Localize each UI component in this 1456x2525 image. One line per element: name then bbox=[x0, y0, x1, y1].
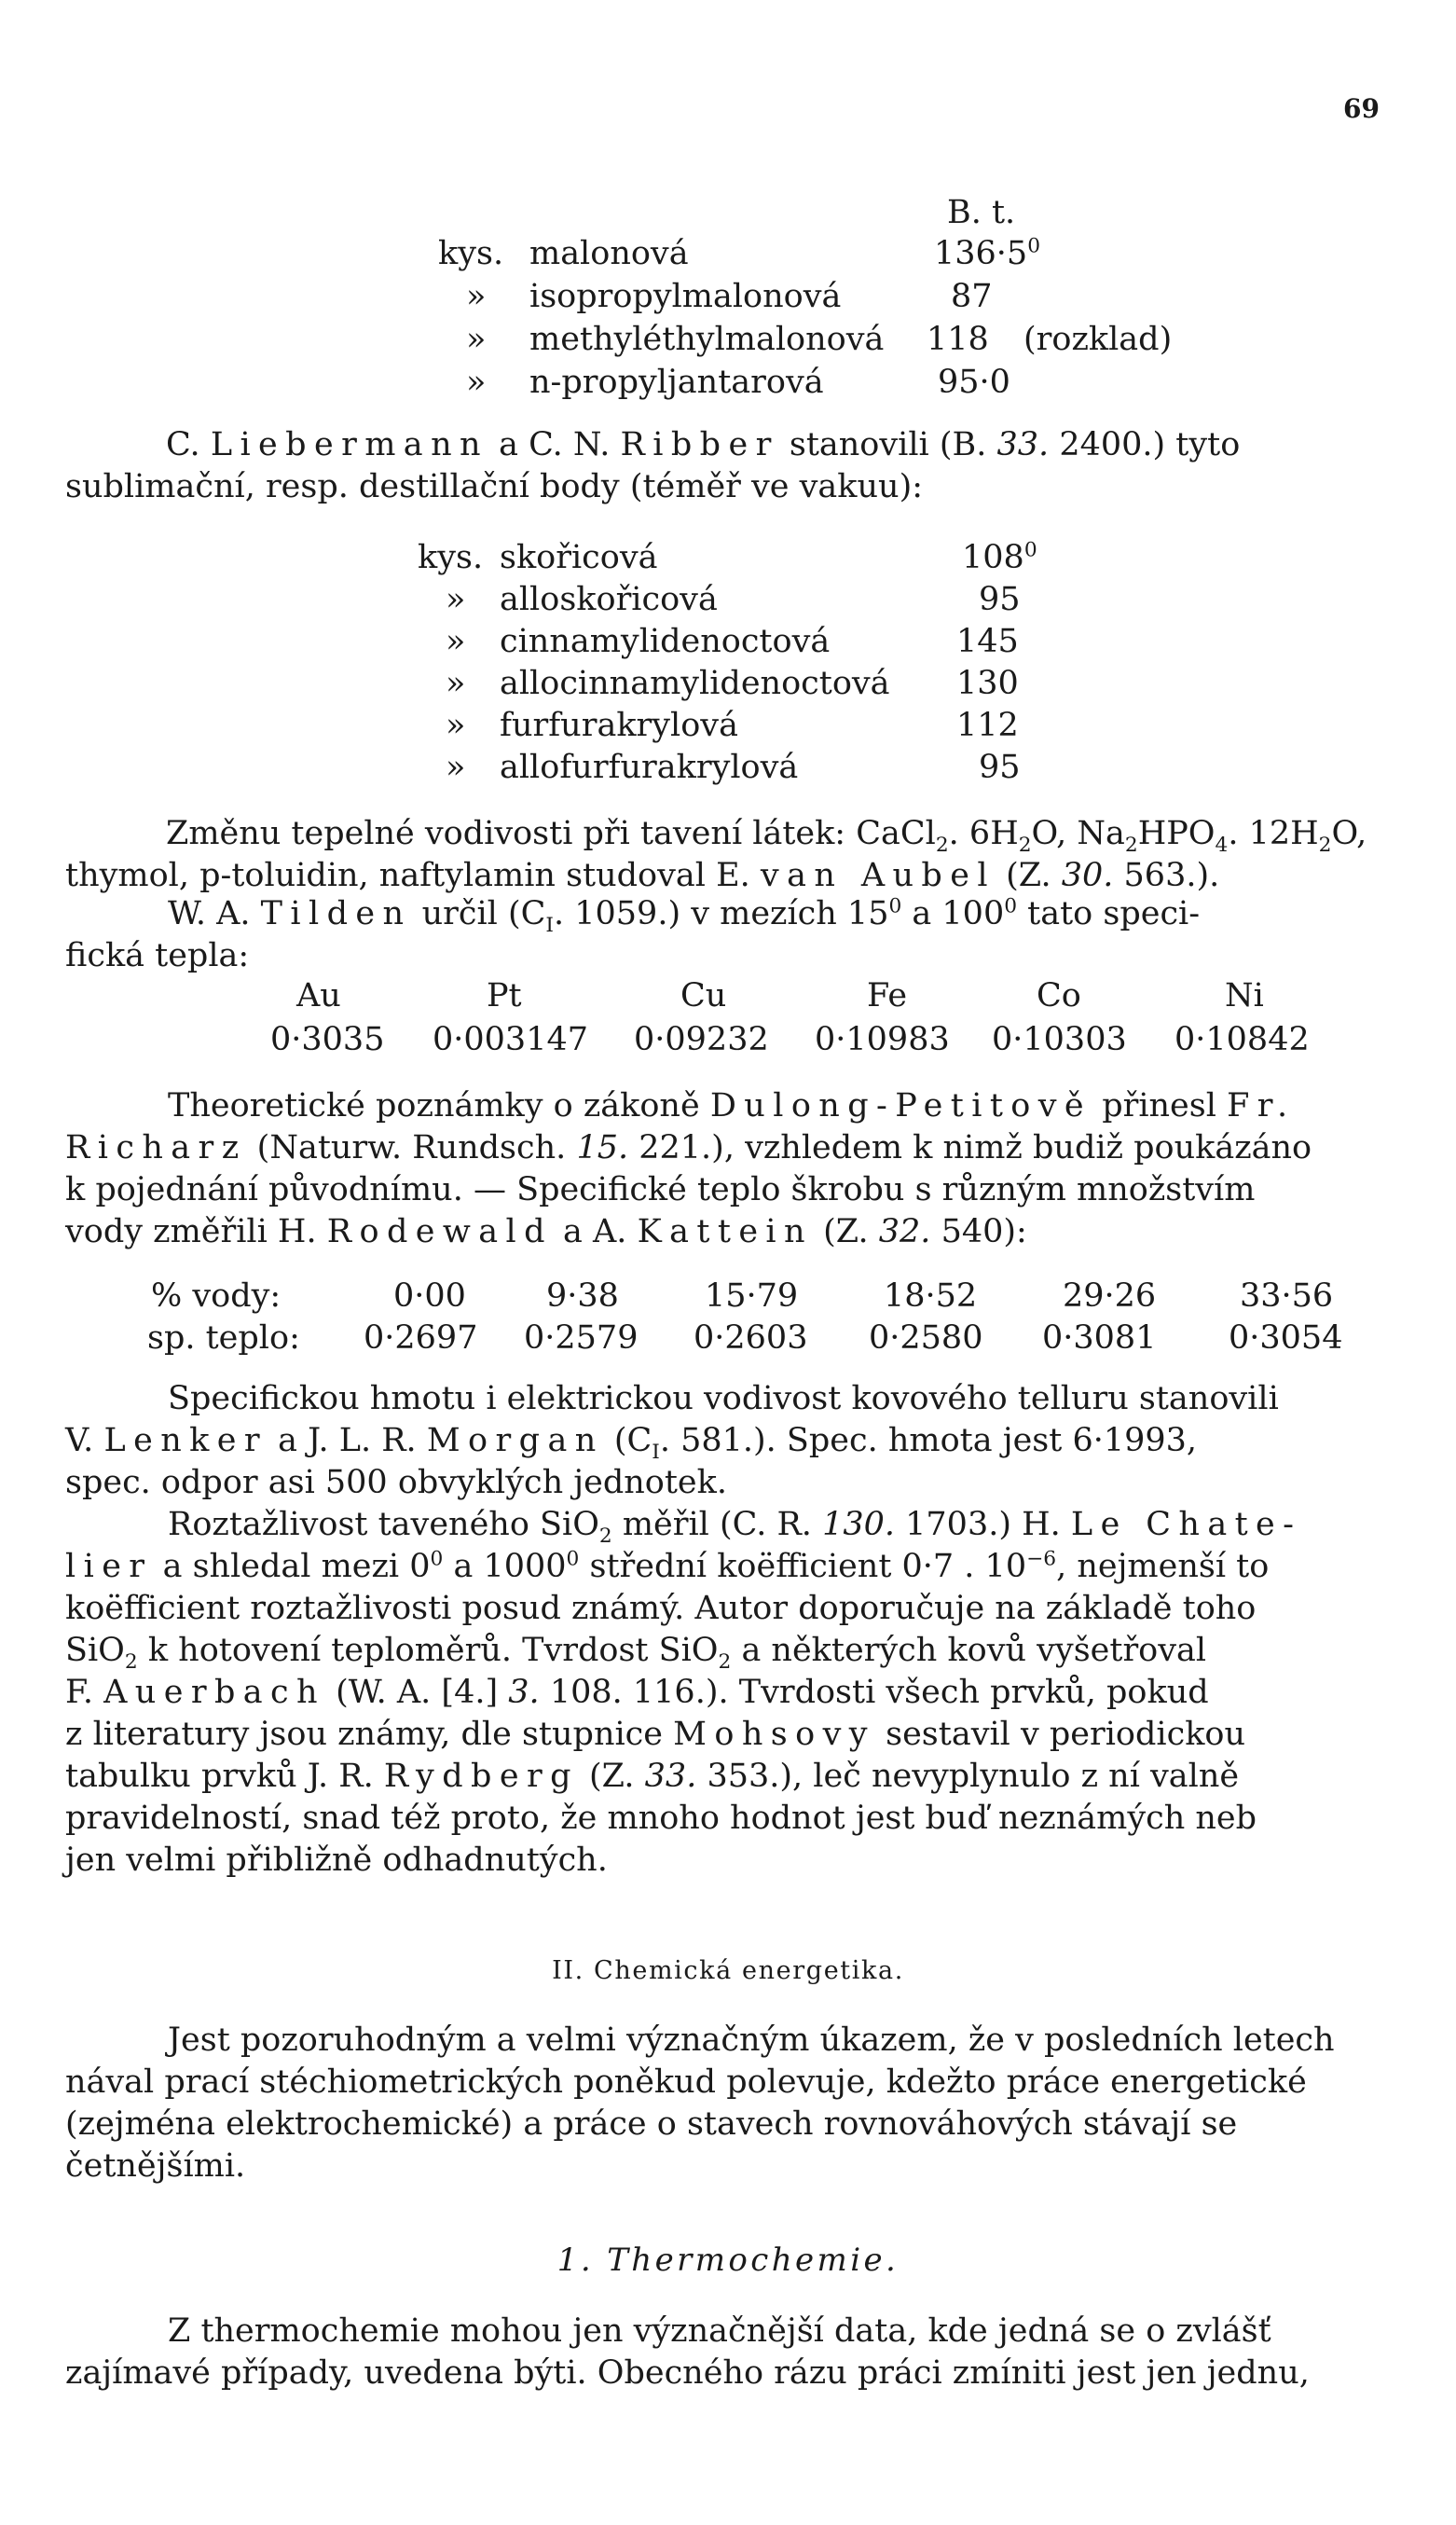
document-page: 69 B. t. kys. malonová $136\cdot 5^0$ » isopropylmalonová 87 » methyléthylmalonová 118 (rozklad) » n-propyljantarová 95·0 C. Liebermann a C. N. Ribber stanovili (B. 33. 2400.) tyto sublimační, resp. destillační body (téměř ve vakuu): kys. skořicová $108^0$ » alloskořicová 95 » cinnamylidenoctová 145 » allocinnamylidenoctová 130 » furfurakrylová 112 » allofurfurakrylová 95 Změnu tepelné vodivosti při tavení látek: CaCl$_2$. $6H_2O$, $Na_2HPO_4$. $12H_2O$, thymol, p-toluidin, naftylamin studoval E. van Aubel (Z. 30. 563.). W. A. Tilden určil ($C_I$. 1059.) v mezích $15^0$ a $100^0$ tato speci- fická tepla: Au Pt Cu Fe Co Ni 0·3035 0·003147 0·09232 0·10983 0·10303 0·10842 Theoretické poznámky o zákoně Dulong-Petitově přinesl Fr. Richarz (Naturw. Rundsch. 15. 221.), vzhledem k nimž budiž poukázáno k pojednání původnímu. — Specifické teplo škrobu s různým množstvím vody změřili H. Rodewald a A. Kattein (Z. 32. 540): % vody: 0·00 9·38 15·79 18·52 29·26 33·56 sp. teplo: 0·2697 0·2579 0·2603 0·2580 0·3081 0·3054 Specifickou hmotu i elektrickou vodivost kovového telluru stanovili V. Lenker a J. L. R. Morgan ($C_I$. 581.). Spec. hmota jest 6·1993, spec. odpor asi 500 obvyklých jednotek. Roztažlivost taveného SiO$_2$ měřil (C. R. 130. 1703.) H. Le Chate- lier a shledal mezi $0^0$ a 1000$^0$ střední koëfficient 0·7 . $10^{-6}$, nejmenší to koëfficient roztažlivosti posud známý. Autor doporučuje na základě toho SiO$_2$ k hotovení teploměrů. Tvrdost SiO$_2$ a některých kovů vyšetřoval F. Auerbach (W. A. [4.] 3. 108. 116.). Tvrdosti všech prvků, pokud z literatury jsou známy, dle stupnice Mohsovy sestavil v periodickou tabulku prvků J. R. Rydberg (Z. 33. 353.), leč nevyplynulo z ní valně pravidelností, snad též proto, že mnoho hodnot jest buď neznámých neb jen velmi přibližně odhadnutých. II. Chemická energetika. Jest pozoruhodným a velmi význačným úkazem, že v posledních letech nával prací stéchiometrických poněkud polevuje, kdežto práce energetické (zejména elektrochemické) a práce o stavech rovnováhových stávají se četnějšími. 1. Thermochemie. Z thermochemie mohou jen význačnější data, kde jedná se o zvlášť zajímavé případy, uvedena býti. Obecného rázu práci zmíniti jest jen jednu, bbox=[0, 0, 1456, 2525]
paragraph-dulong-petit: Theoretické poznámky o zákoně Dulong-Petitově přinesl Fr. Richarz (Naturw. Rundsch. 15. 221.), vzhledem k nimž budiž poukázáno k pojednání původnímu. — Specifické teplo škrobu s různým množstvím vody změřili H. Rodewald a A. Kattein (Z. 32. 540): bbox=[65, 1087, 1312, 1250]
paragraph-thermochemistry: Z thermochemie mohou jen význačnější data, kde jedná se o zvlášť zajímavé případy, uvedena býti. Obecného rázu práci zmíniti jest jen jednu, bbox=[65, 2312, 1310, 2392]
paragraph-thermal-conductivity: Změnu tepelné vodivosti při tavení látek: CaCl$_2$. $6H_2O$, $Na_2HPO_4$. $12H_2O$, thymol, p-toluidin, naftylamin studoval E. van Aubel (Z. 30. 563.). bbox=[65, 815, 1367, 894]
subsection-heading: 1. Thermochemie. bbox=[556, 2242, 900, 2279]
table-header: B. t. bbox=[947, 194, 1016, 231]
section-heading: II. Chemická energetika. bbox=[552, 1956, 904, 1985]
paragraph-sio2: Roztažlivost taveného SiO$_2$ měřil (C. R. 130. 1703.) H. Le Chate- lier a shledal mezi $0^0$ a 1000$^0$ střední koëfficient 0·7 . $10^{-6}$, nejmenší to koëfficient roztažlivosti posud známý. Autor doporučuje na základě toho SiO$_2$ k hotovení teploměrů. Tvrdost SiO$_2$ a některých kovů vyšetřoval F. Auerbach (W. A. [4.] 3. 108. 116.). Tvrdosti všech prvků, pokud z literatury jsou známy, dle stupnice Mohsovy sestavil v periodickou tabulku prvků J. R. Rydberg (Z. 33. 353.), leč nevyplynulo z ní valně pravidelností, snad též proto, že mnoho hodnot jest buď neznámých neb jen velmi přibližně odhadnutých. bbox=[65, 1506, 1302, 1879]
page-number: 69 bbox=[1343, 93, 1380, 124]
paragraph-energetics: Jest pozoruhodným a velmi význačným úkazem, že v posledních letech nával prací stéchiometrických poněkud polevuje, kdežto práce energetické (zejména elektrochemické) a práce o stavech rovnováhových stávají se četnějšími. bbox=[65, 2021, 1335, 2185]
paragraph-tellurium: Specifickou hmotu i elektrickou vodivost kovového telluru stanovili V. Lenker a J. L. R. Morgan ($C_I$. 581.). Spec. hmota jest 6·1993, spec. odpor asi 500 obvyklých jednotek. bbox=[65, 1380, 1279, 1501]
paragraph-tilden: W. A. Tilden určil ($C_I$. 1059.) v mezích $15^0$ a $100^0$ tato speci- fická tepla: bbox=[65, 894, 1201, 974]
paragraph-liebermann: C. Liebermann a C. N. Ribber stanovili (B. 33. 2400.) tyto sublimační, resp. destillační body (téměř ve vakuu): bbox=[65, 426, 1241, 505]
